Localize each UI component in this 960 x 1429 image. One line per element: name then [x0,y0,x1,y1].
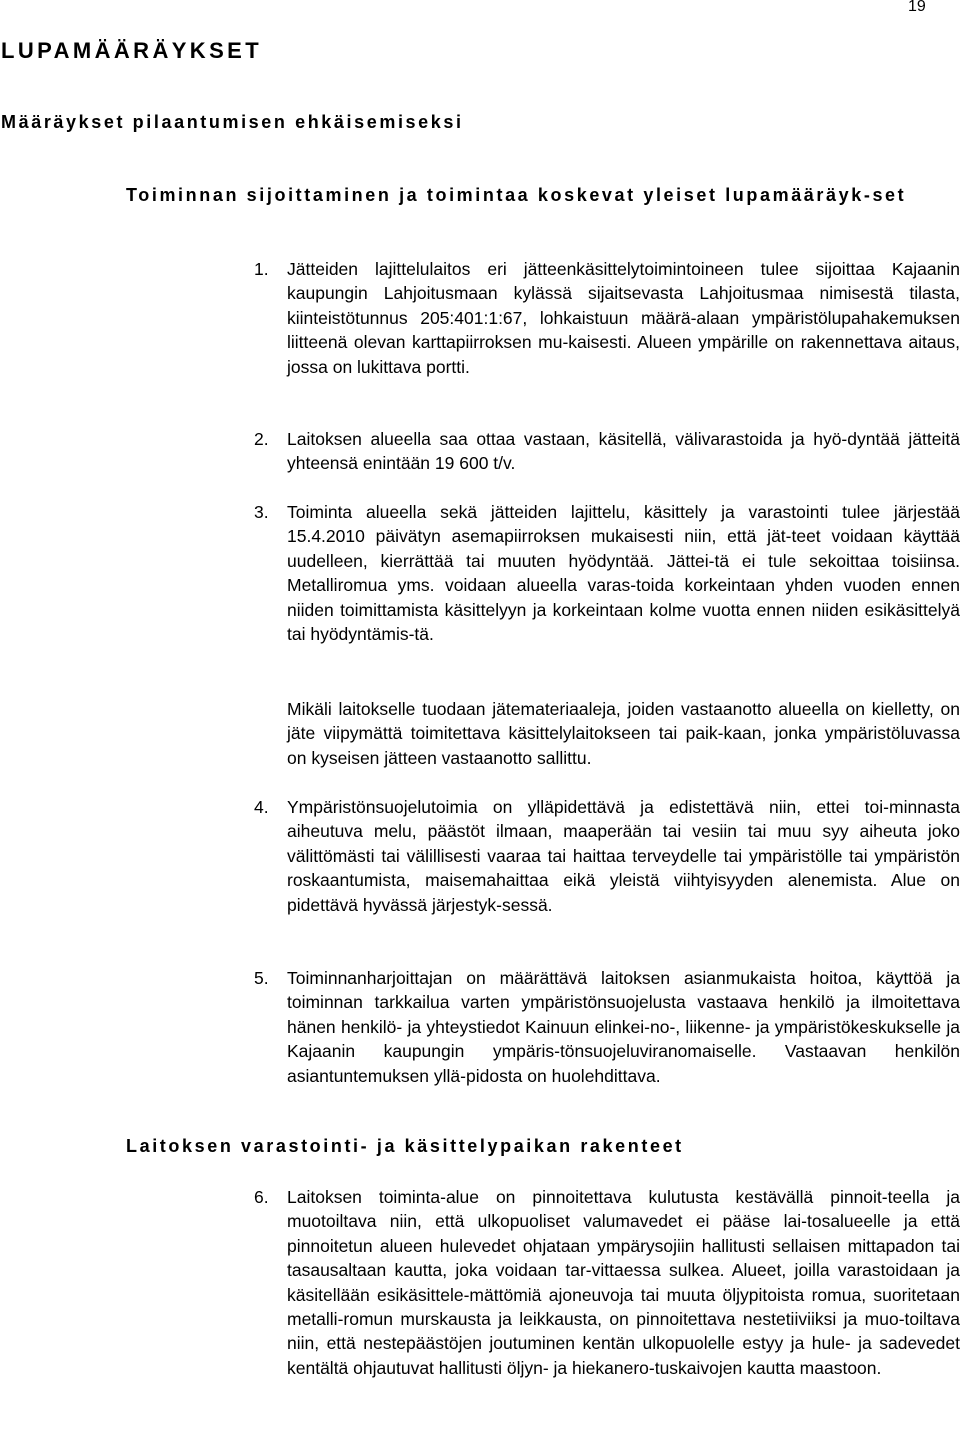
regulation-item-6 [254,1185,960,1380]
regulation-item-5 [254,966,960,1088]
regulation-item-2 [254,427,960,476]
item-number: 2. [254,429,269,449]
item-number: 3. [254,502,269,522]
item-number: 6. [254,1187,269,1207]
item-number: 5. [254,968,269,988]
section2-heading: Laitoksen varastointi- ja käsittelypaikan rakenteet [126,1136,684,1156]
item-number: 1. [254,259,269,279]
item-text: Ympäristönsuojelutoimia on ylläpidettävä ja edistettävä niin, ettei toi-minnasta aiheutuva melu, päästöt ilmaan, maaperään tai vesiin tai muu syy aiheuta joko välittömästi tai välillisesti vaaraa tai haittaa terveydelle tai ympäristölle tai ympäristön roskaantumista, maisemahaittaa eikä yleistä viihtyisyyden alenemista. Alue on pidettävä hyvässä järjestyk-sessä. [287,797,960,915]
item-text: Jätteiden lajittelulaitos eri jätteenkäsittelytoimintoineen tulee sijoittaa Kajaanin kaupungin Lahjoitusmaan kylässä sijaitsevasta Lahjoitusmaa nimisestä tilasta, kiinteistötunnus 205:401:1:67, lohkaistuun määrä-alaan ympäristölupahakemuksen liitteenä olevan karttapiirroksen mu-kaisesti. Alueen ympärille on rakennettava aitaus, jossa on lukittava portti. [287,259,960,377]
item-text: Laitoksen alueella saa ottaa vastaan, käsitellä, välivarastoida ja hyö-dyntää jätteitä yhteensä enintään 19 600 t/v. [287,429,960,474]
section-heading: Määräykset pilaantumisen ehkäisemiseksi [1,112,464,132]
regulation-item-4 [254,795,960,917]
item-3-paragraph: Mikäli laitokselle tuodaan jätemateriaaleja, joiden vastaanotto alueella on kielletty, on jäte viipymättä toimitettava käsittelylaitokseen tai paik-kaan, jonka ympäristöluvassa on kyseisen jätteen vastaanotto sallittu. [287,699,960,768]
item-number: 4. [254,797,269,817]
item-text: Toiminnanharjoittajan on määrättävä laitoksen asianmukaista hoitoa, käyttöä ja toiminnan tarkkailua varten ympäristönsuojelusta vastaava henkilö ja ilmoitettava hänen henkilö- ja yhteystiedot Kainuun elinkei-no-, liikenne- ja ympäristökeskukselle ja Kajaanin kaupungin ympäris-tönsuojeluviranomaiselle. Vastaavan henkilön asiantuntemuksen yllä-pidosta on huolehdittava. [287,968,960,1086]
page-title: LUPAMÄÄRÄYKSET [1,38,263,63]
item-text: Laitoksen toiminta-alue on pinnoitettava kulutusta kestävällä pinnoit-teella ja muotoiltava niin, että ulkopuoliset valumavedet ei pääse lai-tosalueelle ja että pinnoitetun alueen hulevedet ohjataan ympärysojiin hallitusti sellaisen mittapadon tai tasausaltaan kautta, joka voidaan tar-vittaessa sulkea. Alueet, joilla varastoidaan ja käsitellään esikäsittele-mättömiä ajoneuvoja tai muuta öljypitoista romua, suoritetaan metalli-romun murskausta ja leikkausta, on pinnoitettava nestetiiviiksi ja muo-toiltava niin, että nestepäästöjen joutuminen kentän ulkopuolelle estyy ja hule- ja sadevedet kentältä ohjautuvat hallitusti öljyn- ja hiekanero-tuskaivojen kautta maastoon. [287,1187,960,1378]
regulation-item-1 [254,257,960,379]
page-number: 19 [908,0,926,15]
subsection-heading: Toiminnan sijoittaminen ja toimintaa koskevat yleiset lupamääräyk-set [126,185,907,205]
regulation-item-3 [254,500,960,646]
item-text: Toiminta alueella sekä jätteiden lajittelu, käsittely ja varastointi tulee järjestää 15.4.2010 päivätyn asemapiirroksen mukaisesti niin, että jät-teet voidaan käyttää uudelleen, kierrättää tai muuten hyödyntää. Jättei-tä ei tule sekoittaa toisiinsa. Metalliromua yms. voidaan alueella varas-toida korkeintaan yhden vuoden ennen niiden toimittamista käsittelyyn ja korkeintaan kolme vuotta ennen niiden esikäsittelyä tai hyödyntämis-tä. [287,502,960,645]
